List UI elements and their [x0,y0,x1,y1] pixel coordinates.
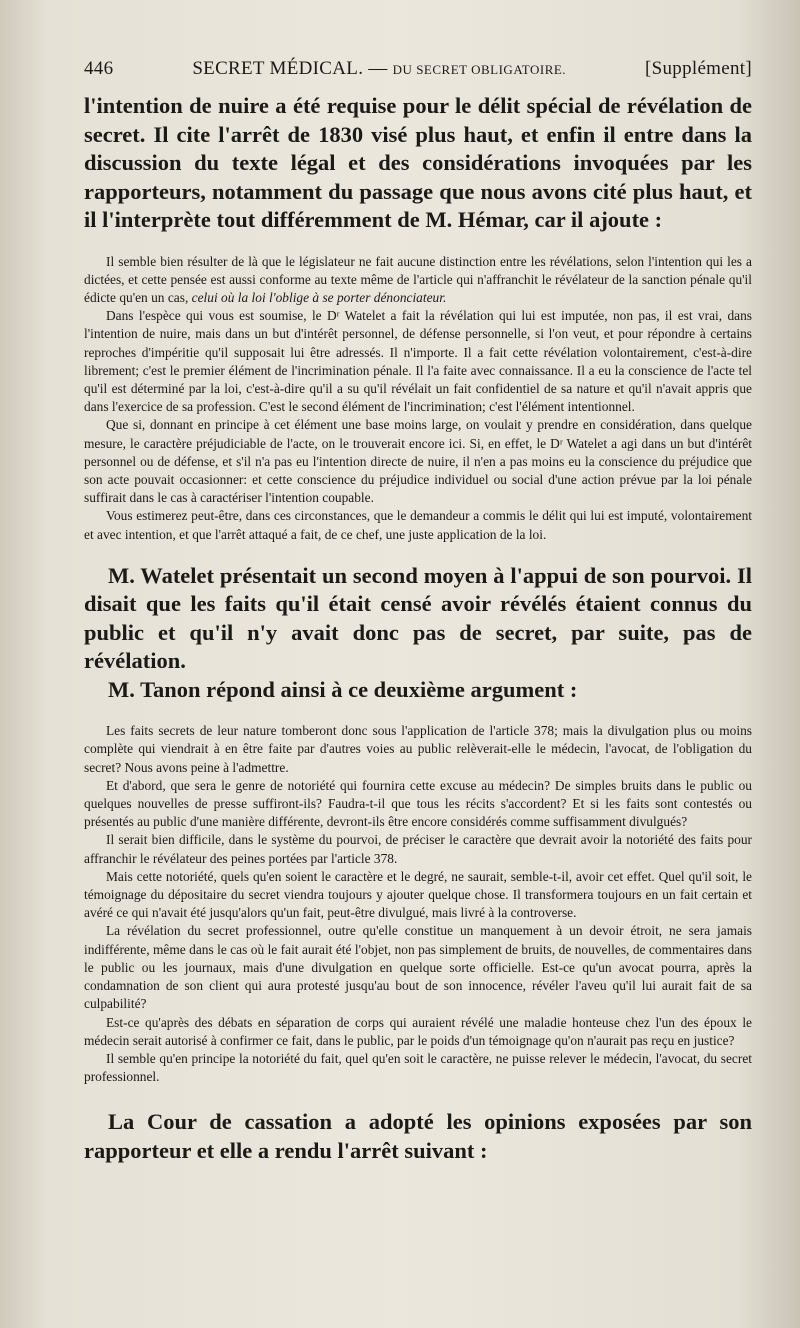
quote-paragraph: Il serait bien difficile, dans le système du pourvoi, de préciser le caractère que devrait avoir la notoriété des faits pour affranchir le révélateur des peines portées par l'article 378. [84,832,752,866]
quote-paragraph: Et d'abord, que sera le genre de notoriété qui fournira cette excuse au médecin? De simples bruits dans le public ou quelques nouvelles de presse suffiront-ils? Faudra-t-il que tous les récits s'accordent? Et si les faits sont contestés ou présentés au public d'une manière différente, devront-ils être encore considérés comme suffisamment divulgués? [84,777,752,830]
running-title [192,58,566,80]
quote-paragraph: La révélation du secret professionnel, outre qu'elle constitue un manquement à un devoir étroit, ne sera jamais indifférente, même dans le cas où le fait aurait été l'objet, non pas simplement de bruits, de nouvelles, de commentaires dans le public ou les journaux, mais d'une divulgation en quelque sorte officielle. Est-ce qu'un avocat pourra, après la condamnation de son client qui aura protesté jusqu'au bout de son innocence, révéler l'aveu qu'il lui aurait fait de sa culpabilité? [84,923,752,1012]
page-body [84,92,752,1165]
running-title-sub: DU SECRET OBLIGATOIRE. [392,62,567,77]
quote-paragraph: Que si, donnant en principe à cet élément une base moins large, on voulait y prendre en considération, dans quelque mesure, le caractère préjudiciable de l'acte, on le trouverait encore ici. Si, en effet, le Dʳ Watelet a agi dans un but d'intérêt personnel ou de défense, et s'il n'a pas eu l'intention directe de nuire, il n'en a pas moins eu la conscience du préjudice que son acte pouvait occasionner: et cette conscience du préjudice individuel ou social d'une action prévue par la loi pénale suffirait dans le cas à caractériser l'intention coupable. [84,417,752,506]
quote-paragraph: Est-ce qu'après des débats en séparation de corps qui auraient révélé une maladie honteuse chez l'un des époux le médecin serait autorisé à confirmer ce fait, dans le public, par le poids d'un témoignage qu'on n'aurait pas reçu en justice? [84,1014,752,1048]
body-paragraph: M. Watelet présentait un second moyen à l'appui de son pourvoi. Il disait que les faits qu'il était censé avoir révélés étaient connus du public et qu'il n'y avait donc pas de secret, par suite, pas de révélation. [84,562,752,674]
quote-paragraph [84,253,752,308]
body-paragraph: La Cour de cassation a adopté les opinions exposées par son rapporteur et elle a rendu l'arrêt suivant : [84,1109,752,1163]
quote-paragraph: Il semble qu'en principe la notoriété du fait, quel qu'en soit le caractère, ne puisse relever le médecin, l'avocat, du secret professionnel. [84,1050,752,1085]
quote-emphasis: celui où la loi l'oblige à se porter dénonciateur. [191,289,447,305]
quote-text: Il semble bien résulter de là que le législateur ne fait aucune distinction entre les révélations, selon l'intention qui les a dictées, et cette pensée est aussi conforme au texte même de l'article qui n'affranchit le révélateur de la sanction pénale qu'il édicte qu'en un cas, [84,253,752,305]
body-paragraph: M. Tanon répond ainsi à ce deuxième argument : [108,676,578,702]
body-paragraph: l'intention de nuire a été requise pour le délit spécial de révélation de secret. Il cite l'arrêt de 1830 visé plus haut, et enfin il entre dans la discussion du texte légal et des considérations invoquées par les rapporteurs, notamment du passage que nous avons cité plus haut, et il l'interprète tout différemment de M. Hémar, car il ajoute : [84,93,752,232]
quote-paragraph: Dans l'espèce qui vous est soumise, le Dʳ Watelet a fait la révélation qui lui est imputée, non pas, il est vrai, dans l'intention de nuire, mais dans un but d'intérêt personnel, de défense personnelle, si l'on veut, et pour répondre à certains reproches d'impéritie qu'il supposait lui être adressés. Il n'importe. Il a fait cette révélation volontairement, c'est-à-dire librement; c'est le premier élément de l'incrimination pénale. Il l'a faite avec connaissance. Il a eu la conscience de l'acte tel qu'il est déterminé par la loi, c'est-à-dire qu'il a su qu'il révélait un fait confidentiel de sa nature et qu'il n'avait appris que dans l'exercice de sa profession. C'est le second élément de l'incrimination; c'est l'élément intentionnel. [84,308,752,415]
running-title-main: SECRET MÉDICAL. — [192,58,388,79]
page-number: 446 [84,58,114,79]
page-header [84,58,752,80]
quote-paragraph: Mais cette notoriété, quels qu'en soient le caractère et le degré, ne saurait, semble-t-il, avoir cet effet. Quel qu'il soit, le témoignage du dépositaire du secret viendra toujours y ajouter quelque chose. Il transformera toujours en un fait certain et avéré ce qui n'avait été jusqu'alors qu'un fait, peut-être divulgué, mais livré à la controverse. [84,868,752,921]
quote-paragraph: Les faits secrets de leur nature tomberont donc sous l'application de l'article 378; mais la divulgation plus ou moins complète qui viendrait à en être faite par d'autres voies au public relèverait-elle le médecin, l'avocat, de l'obligation du secret? Nous avons peine à l'admettre. [84,723,752,775]
quote-paragraph: Vous estimerez peut-être, dans ces circonstances, que le demandeur a commis le délit qui lui est imputé, volontairement et avec intention, et que l'arrêt attaqué a fait, de ce chef, une juste application de la loi. [84,508,752,542]
section-label: [Supplément] [644,58,752,79]
